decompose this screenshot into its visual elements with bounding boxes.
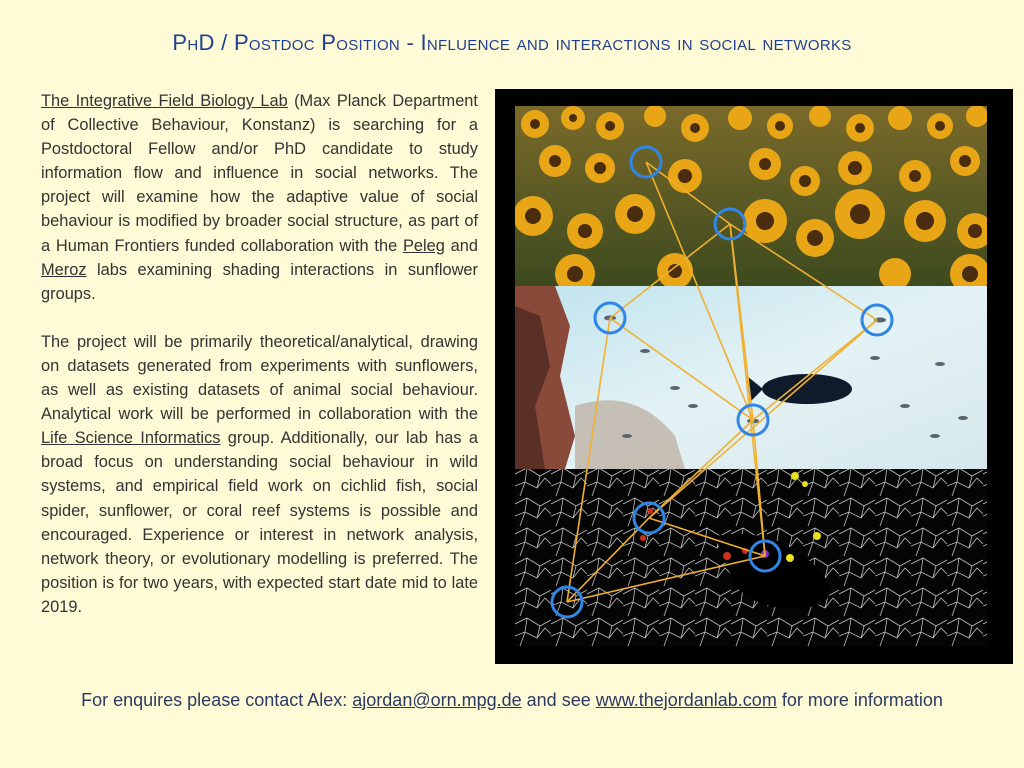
paragraph-1-text-b: and <box>444 236 478 255</box>
contact-footer <box>0 690 1024 711</box>
paragraph-1 <box>41 89 478 306</box>
description-text <box>41 89 478 643</box>
paragraph-1-text-c: labs examining shading interactions in sunflower groups. <box>41 260 478 303</box>
footer-text-b: and see <box>521 690 596 710</box>
life-science-informatics-link[interactable]: Life Science Informatics <box>41 429 221 448</box>
sunflower-panel <box>515 106 987 294</box>
title-part-2: Influence and interactions in social networks <box>420 30 852 55</box>
figure-image <box>515 106 987 646</box>
website-link[interactable]: www.thejordanlab.com <box>595 690 777 710</box>
title-part-1: PhD / Postdoc Position - <box>172 30 421 55</box>
page-title <box>0 30 1024 56</box>
network-illustration <box>515 106 987 646</box>
footer-text-c: for more information <box>776 690 943 710</box>
network-figure <box>495 89 1013 664</box>
paragraph-2 <box>41 330 478 619</box>
lab-link[interactable]: The Integrative Field Biology Lab <box>41 92 288 110</box>
paragraph-1-text-a: (Max Planck Department of Collective Behaviour, Konstanz) is searching for a Postdoctoral Fellow and/or PhD candidate to study information flow and influence in social networks. The project will examine how the adaptive value of social behaviour is modified by broader social structure, as part of a Human Frontiers funded collaboration with the <box>41 92 478 255</box>
meroz-link[interactable]: Meroz <box>41 260 87 279</box>
paragraph-2-text-b: group. Additionally, our lab has a broad focus on understanding social behaviour in wild systems, and empirical field work on cichlid fish, social spider, sunflower, or coral reef systems is possible and encouraged. Experience or interest in network analysis, network theory, or evolutionary modelling is preferred. The position is for two years, with expected start date mid to late 2019. <box>41 429 479 616</box>
reef-panel <box>515 286 987 469</box>
email-link[interactable]: ajordan@orn.mpg.de <box>352 690 522 710</box>
footer-text-a: For enquires please contact Alex: <box>81 690 353 710</box>
paragraph-2-text-a: The project will be primarily theoretical/analytical, drawing on datasets generated from experiments with sunflowers, as well as existing datasets of animal social behaviour. Analytical work will be performed in collaboration with the <box>41 332 478 424</box>
peleg-link[interactable]: Peleg <box>402 236 445 255</box>
